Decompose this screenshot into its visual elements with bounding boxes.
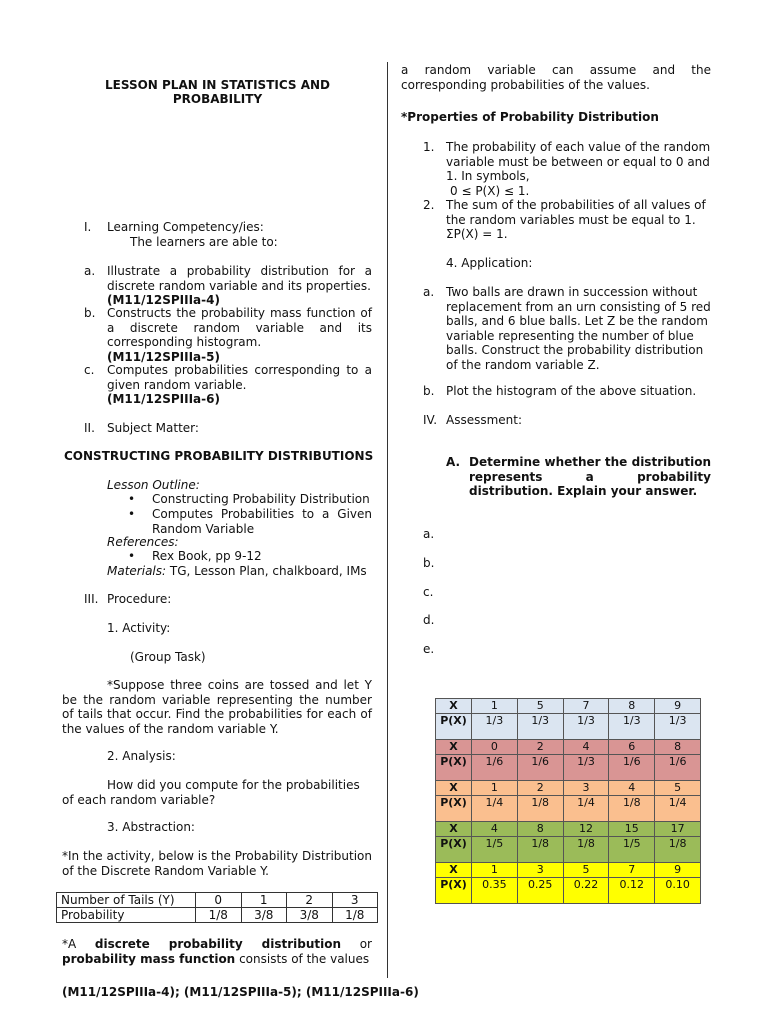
property-2-symbol: ΣP(X) = 1. — [446, 227, 508, 241]
bullet-icon: • — [128, 492, 136, 506]
table-cell: 12 — [563, 822, 609, 837]
definition-rest: consists of the values — [239, 952, 370, 966]
property-2-text: The sum of the probabilities of all values of the random variables must be equal to 1. — [446, 198, 706, 227]
bullet-icon: • — [128, 549, 136, 563]
table-cell: 1/4 — [655, 796, 701, 822]
table-cell: 1/8 — [563, 837, 609, 863]
assessment-a-label: A. — [446, 455, 461, 469]
table-cell: 0.35 — [472, 878, 518, 904]
table-cell: X — [436, 699, 472, 714]
competency-a-label: a. — [84, 264, 96, 278]
competency-c-code: (M11/12SPIIIa-6) — [107, 392, 220, 406]
table-cell: 0.25 — [517, 878, 563, 904]
table-row — [436, 714, 701, 740]
column-divider — [387, 62, 388, 978]
property-1-text: The probability of each value of the random variable must be between or equal to 0 and 1. In symbols, — [446, 140, 711, 183]
definition-star: *A — [62, 937, 77, 951]
properties-heading: *Properties of Probability Distribution — [401, 110, 659, 124]
competency-b-text: Constructs the probability mass function of a discrete random variable and its corresponding histogram. — [107, 306, 372, 349]
reference-item: Rex Book, pp 9-12 — [152, 549, 262, 563]
analysis-heading: 2. Analysis: — [107, 749, 176, 763]
bullet-icon: • — [128, 507, 136, 521]
table-row — [436, 796, 701, 822]
table-cell: 1/8 — [609, 796, 655, 822]
table-cell: 5 — [517, 699, 563, 714]
table-row — [436, 755, 701, 781]
table-row — [436, 822, 701, 837]
materials-text: TG, Lesson Plan, chalkboard, IMs — [169, 564, 367, 578]
application-a-label: a. — [423, 285, 435, 299]
table-cell: Number of Tails (Y) — [57, 893, 196, 908]
outline-label: Lesson Outline: — [107, 478, 200, 492]
table-cell: 1/5 — [472, 837, 518, 863]
table-cell: 1/3 — [655, 714, 701, 740]
table-cell: 1/4 — [472, 796, 518, 822]
property-2-number: 2. — [423, 198, 435, 212]
table-cell: 1/6 — [609, 755, 655, 781]
application-heading: 4. Application: — [446, 256, 533, 270]
section-1-intro: The learners are able to: — [130, 235, 278, 249]
competency-a — [107, 264, 372, 308]
table-cell: 8 — [655, 740, 701, 755]
table-cell: 0.12 — [609, 878, 655, 904]
table-cell: Probability — [57, 908, 196, 923]
property-1 — [446, 140, 712, 198]
answer-label: b. — [423, 556, 435, 570]
assessment-a-text: Determine whether the distribution represents a probability distribution. Explain your answer. — [469, 455, 711, 498]
table-row — [436, 699, 701, 714]
competency-c — [107, 363, 372, 407]
application-b-text: Plot the histogram of the above situation. — [446, 384, 697, 398]
competency-b — [107, 306, 372, 364]
section-2-title: Subject Matter: — [107, 421, 199, 435]
table-cell: 1/3 — [563, 755, 609, 781]
definition-term-2: probability mass function — [62, 952, 236, 966]
table-row — [57, 893, 378, 908]
activity-text: *Suppose three coins are tossed and let Y be the random variable representing the number of tails that occur. Find the probabilities for each of the values of the random variable Y. — [62, 678, 372, 736]
abstraction-heading: 3. Abstraction: — [107, 820, 195, 834]
table-row — [436, 878, 701, 904]
section-2-number: II. — [84, 421, 95, 435]
table-cell: 3/8 — [241, 908, 287, 923]
table-cell: 1/8 — [517, 837, 563, 863]
table-cell: 3 — [332, 893, 378, 908]
table-cell: 1 — [472, 781, 518, 796]
table-cell: 5 — [563, 863, 609, 878]
table-row — [436, 781, 701, 796]
table-cell: 15 — [609, 822, 655, 837]
table-cell: 9 — [655, 863, 701, 878]
section-3-number: III. — [84, 592, 99, 606]
table-cell: 6 — [609, 740, 655, 755]
table-cell: P(X) — [436, 714, 472, 740]
definition-or: or — [359, 937, 372, 951]
references-label: References: — [107, 535, 179, 549]
property-2 — [446, 198, 712, 242]
table-cell: 1/8 — [332, 908, 378, 923]
table-cell: 1/3 — [609, 714, 655, 740]
definition-line-2 — [62, 952, 372, 967]
definition-continued: a random variable can assume and the corresponding probabilities of the values. — [401, 63, 711, 92]
outline-item: Computes Probabilities to a Given Random Variable — [152, 507, 372, 536]
table-cell: 7 — [609, 863, 655, 878]
table-cell: 7 — [563, 699, 609, 714]
table-cell: 4 — [472, 822, 518, 837]
assessment-distributions-table — [435, 698, 701, 904]
table-cell: X — [436, 822, 472, 837]
answer-label: a. — [423, 527, 435, 541]
subject-heading: CONSTRUCTING PROBABILITY DISTRIBUTIONS — [64, 449, 374, 463]
table-row — [436, 740, 701, 755]
table-cell: 1/8 — [517, 796, 563, 822]
competency-c-label: c. — [84, 363, 95, 377]
group-task: (Group Task) — [130, 650, 206, 664]
table-cell: 1/3 — [517, 714, 563, 740]
table-cell: 2 — [517, 740, 563, 755]
table-cell: X — [436, 740, 472, 755]
table-cell: P(X) — [436, 878, 472, 904]
table-cell: X — [436, 781, 472, 796]
competency-a-code: (M11/12SPIIIa-4) — [107, 293, 220, 307]
table-row — [57, 908, 378, 923]
table-cell: P(X) — [436, 837, 472, 863]
competency-b-label: b. — [84, 306, 96, 320]
application-b-label: b. — [423, 384, 435, 398]
table-cell: 0.10 — [655, 878, 701, 904]
table-row — [436, 837, 701, 863]
page-title: LESSON PLAN IN STATISTICS AND PROBABILITY — [105, 78, 330, 106]
table-cell: 1 — [472, 699, 518, 714]
table-cell: 1/3 — [563, 714, 609, 740]
analysis-text: How did you compute for the probabilities of each random variable? — [62, 778, 360, 807]
table-cell: X — [436, 863, 472, 878]
answer-label: d. — [423, 613, 435, 627]
table-cell: 3 — [563, 781, 609, 796]
activity-heading: 1. Activity: — [107, 621, 171, 635]
table-cell: 1/5 — [609, 837, 655, 863]
abstraction-text: *In the activity, below is the Probability Distribution of the Discrete Random Variable Y. — [62, 849, 372, 878]
application-a-text: Two balls are drawn in succession without replacement from an urn consisting of 5 red balls, and 6 blue balls. Let Z be the random variable representing the number of blue balls. Construct the probability distribution of the random variable Z. — [446, 285, 711, 372]
table-cell: 1 — [472, 863, 518, 878]
table-cell: 1/3 — [472, 714, 518, 740]
footer-codes: (M11/12SPIIIa-4); (M11/12SPIIIa-5); (M11/12SPIIIa-6) — [62, 985, 419, 999]
competency-c-text: Computes probabilities corresponding to a given random variable. — [107, 363, 372, 392]
table-cell: 0 — [196, 893, 242, 908]
definition-term-1: discrete probability distribution — [94, 937, 342, 951]
table-cell: 17 — [655, 822, 701, 837]
property-1-number: 1. — [423, 140, 435, 154]
tails-distribution-table — [56, 892, 378, 923]
table-cell: 8 — [609, 699, 655, 714]
table-cell: 5 — [655, 781, 701, 796]
table-cell: 0.22 — [563, 878, 609, 904]
table-cell: 4 — [609, 781, 655, 796]
table-cell: 0 — [472, 740, 518, 755]
table-cell: 2 — [517, 781, 563, 796]
table-cell: 1/6 — [472, 755, 518, 781]
table-cell: 3 — [517, 863, 563, 878]
definition-line-1 — [62, 937, 372, 952]
competency-b-code: (M11/12SPIIIa-5) — [107, 349, 220, 364]
table-cell: 9 — [655, 699, 701, 714]
section-3-title: Procedure: — [107, 592, 172, 606]
table-cell: 1/8 — [655, 837, 701, 863]
table-cell: 3/8 — [287, 908, 333, 923]
answer-label: c. — [423, 585, 434, 599]
table-cell: 4 — [563, 740, 609, 755]
materials-label: Materials: — [107, 564, 167, 578]
table-cell: 1/6 — [517, 755, 563, 781]
answer-label: e. — [423, 642, 435, 656]
section-4-number: IV. — [423, 413, 438, 427]
outline-item: Constructing Probability Distribution — [152, 492, 370, 506]
section-1-number: I. — [84, 220, 92, 234]
table-cell: P(X) — [436, 755, 472, 781]
section-4-title: Assessment: — [446, 413, 523, 427]
table-cell: 1 — [241, 893, 287, 908]
section-1-title: Learning Competency/ies: — [107, 220, 264, 234]
property-1-symbol: 0 ≤ P(X) ≤ 1. — [450, 183, 530, 198]
table-cell: 8 — [517, 822, 563, 837]
table-cell: 1/4 — [563, 796, 609, 822]
table-cell: P(X) — [436, 796, 472, 822]
table-cell: 1/8 — [196, 908, 242, 923]
materials-line — [107, 564, 367, 579]
table-row — [436, 863, 701, 878]
competency-a-text: Illustrate a probability distribution for a discrete random variable and its properties. — [107, 264, 372, 293]
table-cell: 1/6 — [655, 755, 701, 781]
table-cell: 2 — [287, 893, 333, 908]
